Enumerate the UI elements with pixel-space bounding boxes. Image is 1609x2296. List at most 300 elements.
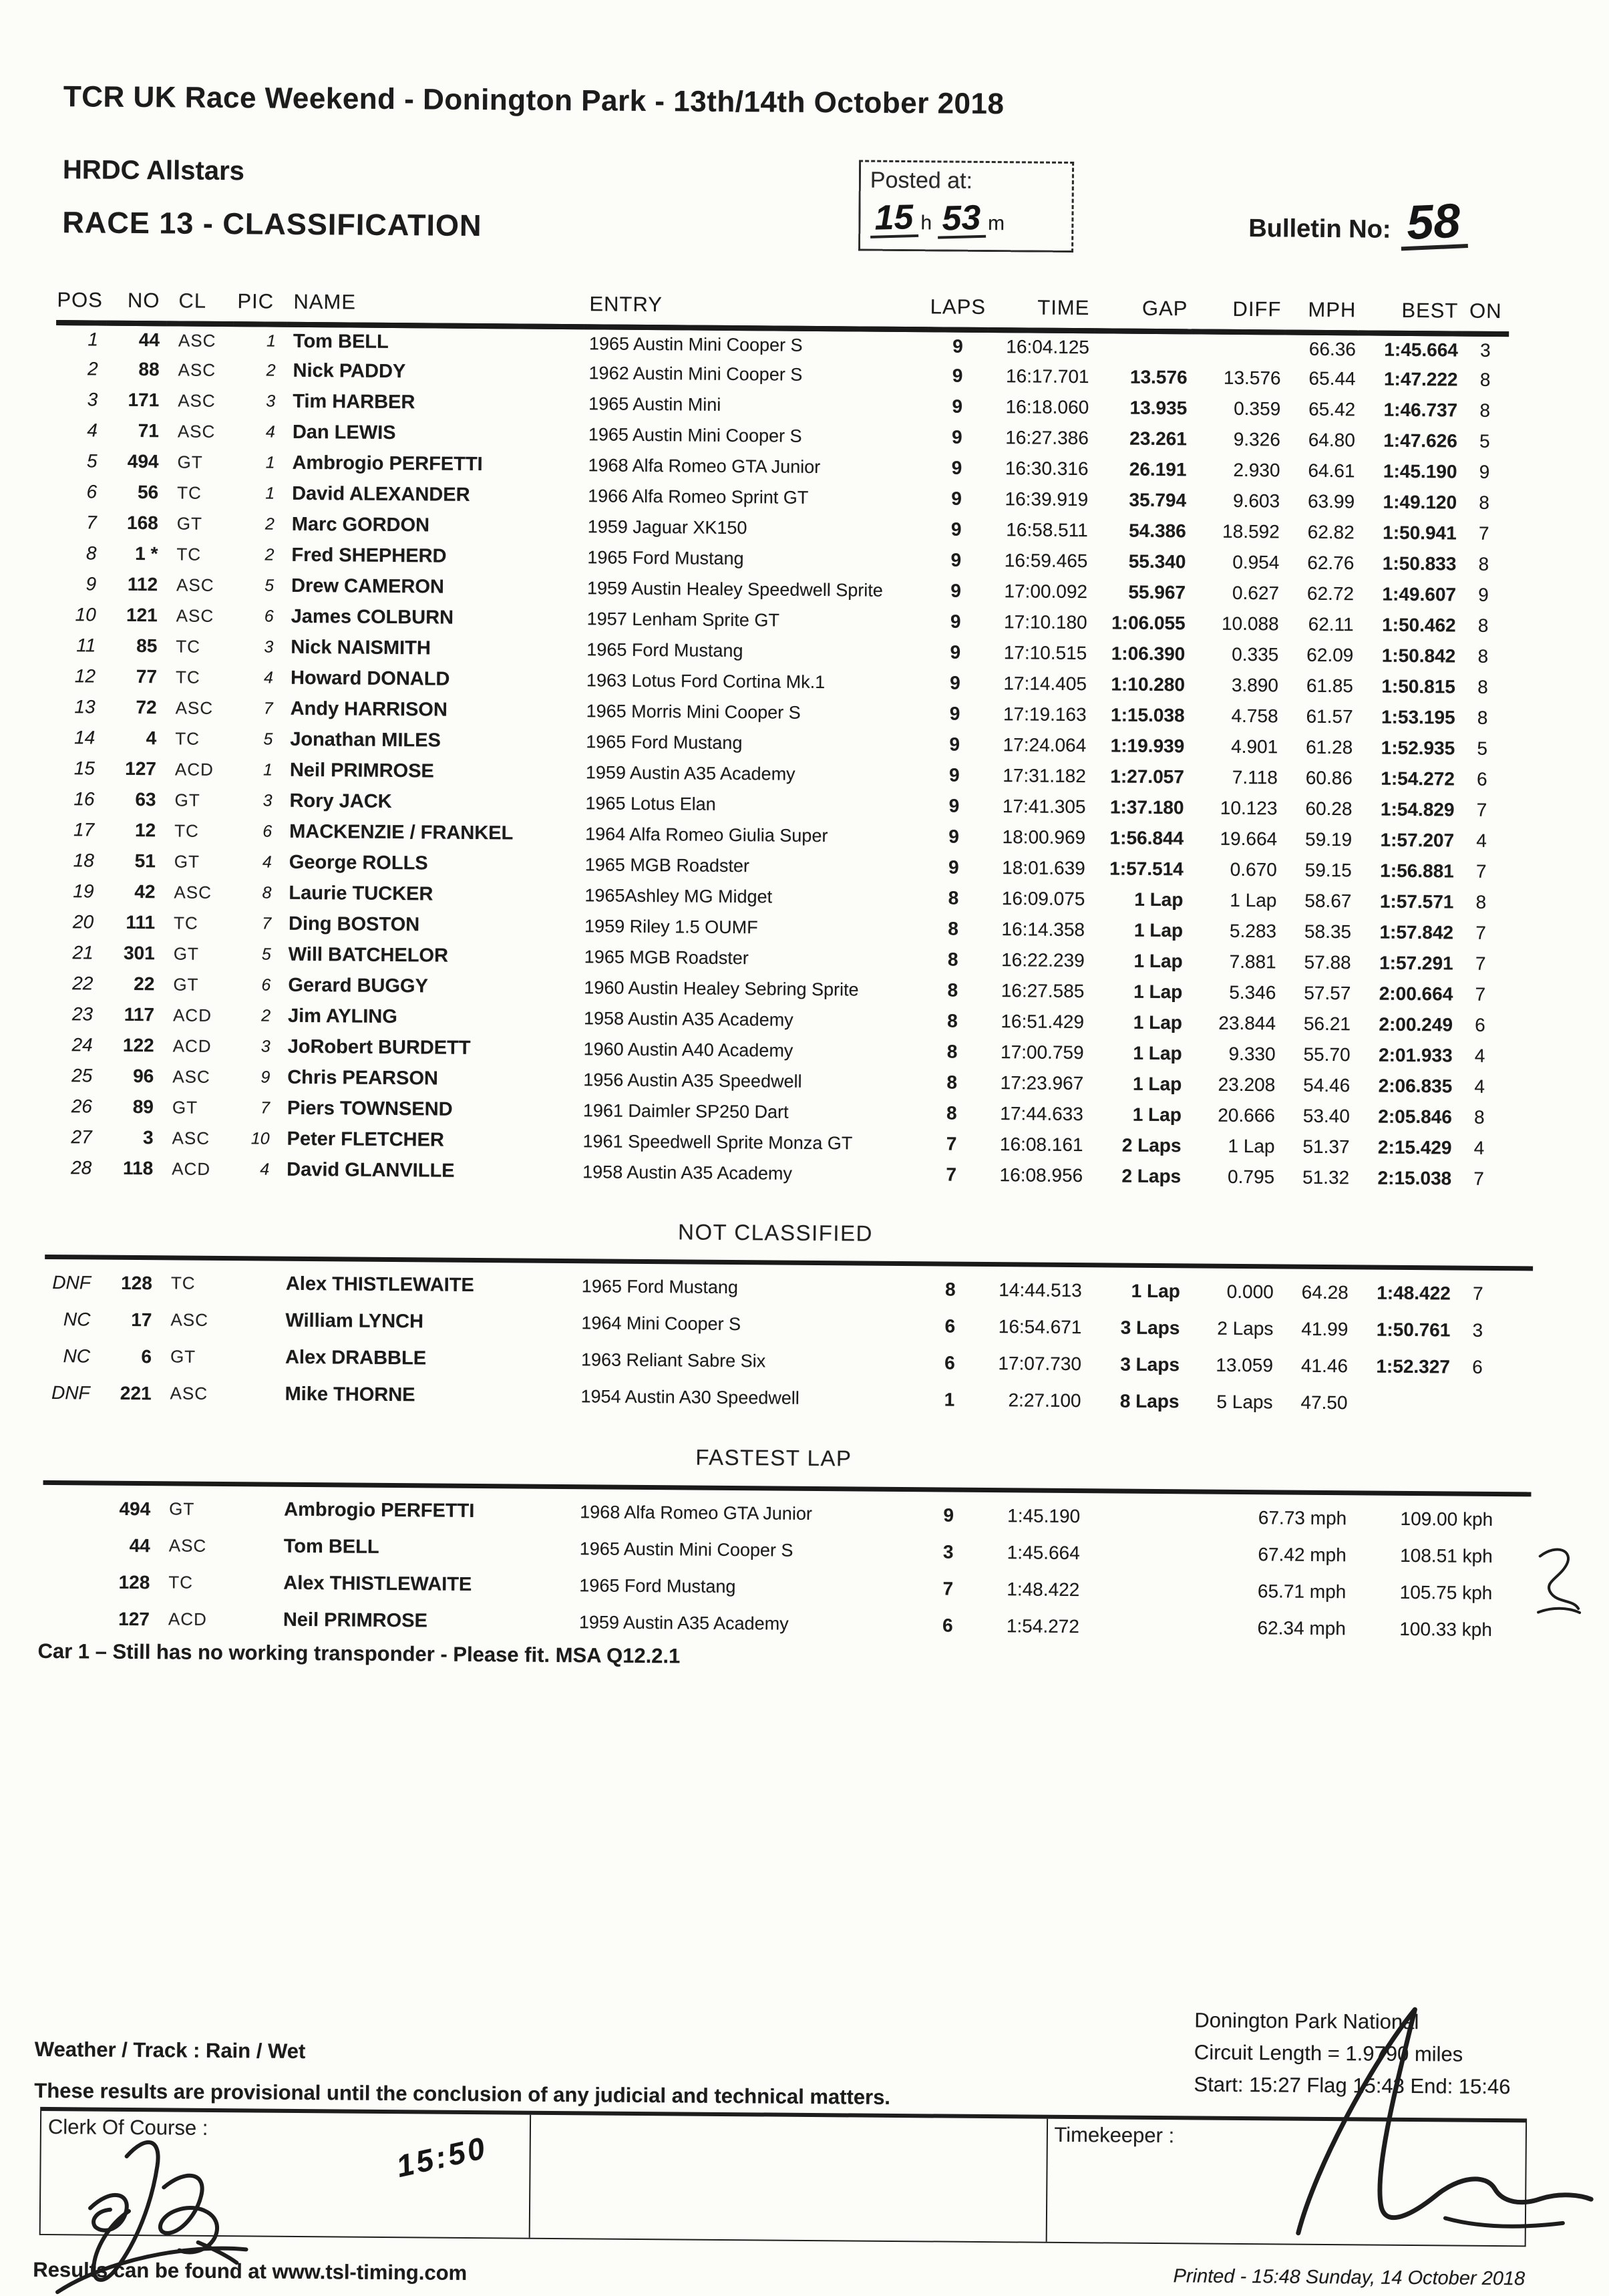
entry-cell: 1961 Daimler SP250 Dart xyxy=(582,1100,789,1122)
diff-cell: 23.208 xyxy=(1218,1074,1276,1096)
mph-cell: 51.32 xyxy=(1302,1166,1350,1188)
entry-cell: 1964 Alfa Romeo Giulia Super xyxy=(585,823,828,846)
on-cell: 7 xyxy=(1475,953,1486,974)
name-cell: David GLANVILLE xyxy=(287,1158,455,1182)
mph-cell: 59.15 xyxy=(1304,859,1352,881)
no-cell: 112 xyxy=(127,573,158,595)
diff-cell: 2 Laps xyxy=(1217,1317,1274,1339)
mph-cell: 54.46 xyxy=(1303,1074,1351,1096)
mph-cell: 66.36 xyxy=(1308,338,1357,360)
pic-cell xyxy=(223,1565,277,1602)
pic-cell: 6 xyxy=(261,975,271,995)
name-cell: Marc GORDON xyxy=(291,513,430,536)
gap-cell: 1 Lap xyxy=(1134,888,1184,911)
entry-cell: 1960 Austin Healey Sebring Sprite xyxy=(584,977,859,1000)
time-cell: 16:17.701 xyxy=(1005,365,1089,387)
time-cell: 16:59.465 xyxy=(1004,550,1088,572)
name-cell: Piers TOWNSEND xyxy=(287,1097,453,1120)
no-cell: 6 xyxy=(141,1345,152,1367)
gap-cell: 1:06.055 xyxy=(1111,612,1186,634)
entry-cell: 1965 MGB Roadster xyxy=(584,854,750,876)
diff-cell: 10.088 xyxy=(1221,613,1279,635)
entry-cell: 1964 Mini Cooper S xyxy=(581,1313,741,1335)
time-cell: 16:09.075 xyxy=(1001,888,1085,910)
pic-cell: 4 xyxy=(262,852,272,872)
best-cell: 1:57.571 xyxy=(1379,890,1454,913)
name-cell: Neil PRIMROSE xyxy=(289,759,434,782)
mph-cell: 67.42 mph xyxy=(1258,1543,1347,1565)
pos-cell: 7 xyxy=(86,512,97,533)
col-header-time: TIME xyxy=(988,295,1095,331)
pic-cell: 6 xyxy=(264,606,274,626)
on-cell: 4 xyxy=(1476,830,1487,851)
mph-cell: 62.72 xyxy=(1306,583,1355,605)
no-cell: 42 xyxy=(134,880,156,903)
col-header-cl: CL xyxy=(166,288,233,324)
circuit-name: Donington Park National xyxy=(1194,2008,1419,2034)
gap-cell: 1:27.057 xyxy=(1110,766,1185,788)
best-cell: 1:47.222 xyxy=(1383,368,1458,390)
gap-cell: 1 Lap xyxy=(1133,1042,1182,1064)
entry-cell: 1958 Austin A35 Academy xyxy=(582,1161,793,1184)
laps-cell: 8 xyxy=(947,949,958,970)
diff-cell: 5.346 xyxy=(1229,981,1276,1003)
laps-cell: 9 xyxy=(951,457,962,478)
on-cell: 6 xyxy=(1472,1356,1483,1377)
entry-cell: 1959 Austin A35 Academy xyxy=(578,1612,789,1634)
pos-cell: 8 xyxy=(85,542,97,564)
pic-cell xyxy=(225,1302,279,1339)
best-cell: 1:50.815 xyxy=(1381,675,1456,697)
no-cell: 22 xyxy=(134,973,155,995)
pic-cell: 5 xyxy=(261,944,271,964)
diff-cell: 9.326 xyxy=(1233,428,1280,450)
entry-cell: 1963 Lotus Ford Cortina Mk.1 xyxy=(586,669,826,692)
cl-cell: GT xyxy=(173,973,199,995)
cl-cell: GT xyxy=(176,512,203,534)
entry-cell: 1957 Lenham Sprite GT xyxy=(586,608,780,631)
entry-cell: 1965 Lotus Elan xyxy=(585,792,716,814)
fastest-lap-rows xyxy=(46,1490,1500,1648)
entry-cell: 1968 Alfa Romeo GTA Junior xyxy=(580,1502,813,1524)
mph-cell: 60.86 xyxy=(1305,767,1353,789)
printed-timestamp: Printed - 15:48 Sunday, 14 October 2018 xyxy=(1173,2265,1526,2290)
laps-cell: 8 xyxy=(946,1041,958,1062)
best-cell: 1:48.422 xyxy=(1377,1282,1451,1303)
pos-cell: 17 xyxy=(73,819,95,840)
name-cell: Laurie TUCKER xyxy=(289,882,433,905)
laps-cell: 6 xyxy=(944,1352,955,1373)
col-header-no: NO xyxy=(106,288,166,324)
gap-cell: 1 Lap xyxy=(1133,950,1183,972)
name-cell: Will BATCHELOR xyxy=(288,943,449,967)
best-cell: 1:57.842 xyxy=(1379,921,1454,943)
time-cell: 17:24.064 xyxy=(1003,734,1087,756)
on-cell: 7 xyxy=(1475,922,1486,943)
cl-cell: ACD xyxy=(172,1004,212,1025)
cl-cell: GT xyxy=(169,1498,195,1519)
pos-cell: 20 xyxy=(72,911,94,933)
time-cell: 16:39.919 xyxy=(1005,488,1089,510)
no-cell: 51 xyxy=(134,850,156,872)
mph-cell: 62.34 mph xyxy=(1257,1617,1347,1639)
gap-cell: 23.261 xyxy=(1129,428,1187,450)
name-cell: Ambrogio PERFETTI xyxy=(292,452,483,475)
pic-cell: 1 xyxy=(265,484,275,503)
name-cell: MACKENZIE / FRANKEL xyxy=(289,820,514,844)
gap-cell: 1:37.180 xyxy=(1109,796,1184,818)
gap-cell: 55.340 xyxy=(1128,550,1186,572)
laps-cell: 9 xyxy=(949,703,960,724)
handwritten-initials-mark xyxy=(1532,1537,1586,1618)
weather-track-line: Weather / Track : Rain / Wet xyxy=(34,2037,306,2064)
entry-cell: 1963 Reliant Sabre Six xyxy=(580,1349,766,1371)
cl-cell: ASC xyxy=(178,329,216,351)
on-cell: 8 xyxy=(1477,707,1488,728)
no-cell: 3 xyxy=(142,1127,154,1148)
pos-cell: 12 xyxy=(74,665,96,687)
col-header-on: ON xyxy=(1462,299,1509,335)
gap-cell: 1 Lap xyxy=(1132,1104,1182,1126)
mph-cell: 65.44 xyxy=(1308,367,1356,389)
no-cell: 111 xyxy=(126,911,156,933)
diff-cell: 18.592 xyxy=(1222,520,1280,542)
entry-cell: 1968 Alfa Romeo GTA Junior xyxy=(588,454,821,477)
gap-cell: 1:15.038 xyxy=(1110,704,1185,726)
on-cell: 8 xyxy=(1473,1106,1485,1128)
time-cell: 17:31.182 xyxy=(1003,765,1087,787)
cl-cell: ASC xyxy=(177,420,216,442)
time-cell: 16:27.386 xyxy=(1005,427,1089,449)
gap-cell: 13.935 xyxy=(1129,397,1188,419)
middle-signature-box xyxy=(530,2115,1048,2242)
time-cell: 16:08.956 xyxy=(999,1164,1083,1186)
fastest-lap-table xyxy=(46,1490,1500,1648)
name-cell: Mike THORNE xyxy=(285,1383,415,1406)
gap-cell: 1 Lap xyxy=(1133,1073,1182,1095)
diff-cell: 23.844 xyxy=(1218,1012,1276,1034)
no-cell: 168 xyxy=(126,512,158,534)
best-cell: 2:15.429 xyxy=(1377,1136,1452,1158)
no-cell: 127 xyxy=(125,758,157,780)
name-cell: Alex THISTLEWAITE xyxy=(283,1572,472,1595)
diff-cell: 4.901 xyxy=(1231,735,1278,758)
entry-cell: 1962 Austin Mini Cooper S xyxy=(588,362,803,385)
cl-cell: ASC xyxy=(178,359,216,380)
entry-cell: 1965 MGB Roadster xyxy=(584,946,749,968)
entry-cell: 1965 Ford Mustang xyxy=(587,546,744,568)
mph-cell: 41.46 xyxy=(1300,1355,1349,1376)
time-cell: 1:45.190 xyxy=(1007,1504,1081,1526)
gap-cell: 1:57.514 xyxy=(1109,858,1184,880)
no-cell: 63 xyxy=(135,788,156,810)
entry-cell: 1959 Riley 1.5 OUMF xyxy=(584,915,758,937)
diff-cell: 19.664 xyxy=(1220,828,1278,850)
results-url-line: Results can be found at www.tsl-timing.com xyxy=(33,2257,468,2285)
name-cell: Nick NAISMITH xyxy=(291,636,431,659)
pos-cell: 9 xyxy=(85,573,97,595)
laps-cell: 9 xyxy=(943,1504,954,1526)
diff-cell: 2.930 xyxy=(1233,459,1280,481)
no-cell: 89 xyxy=(132,1096,154,1118)
time-cell: 17:07.730 xyxy=(998,1352,1082,1374)
diff-cell: 0.670 xyxy=(1230,858,1277,880)
race-title: RACE 13 - CLASSIFICATION xyxy=(62,205,482,243)
diff-cell: 5.283 xyxy=(1229,920,1277,942)
kph-cell: 108.51 kph xyxy=(1400,1544,1493,1567)
best-cell: 1:54.829 xyxy=(1380,798,1455,820)
kph-cell: 105.75 kph xyxy=(1399,1581,1493,1603)
no-cell: 72 xyxy=(136,696,157,718)
timekeeper-signature xyxy=(1225,1995,1601,2251)
laps-cell: 9 xyxy=(948,856,959,878)
on-cell: 7 xyxy=(1473,1168,1485,1189)
pos-cell: 16 xyxy=(73,788,95,810)
time-cell: 16:51.429 xyxy=(1001,1011,1085,1033)
laps-cell: 9 xyxy=(950,518,962,540)
pos-cell: 24 xyxy=(71,1034,93,1055)
entry-cell: 1965Ashley MG Midget xyxy=(584,884,773,907)
mph-cell: 55.70 xyxy=(1303,1043,1351,1065)
mph-cell: 61.57 xyxy=(1306,705,1353,727)
no-cell: 77 xyxy=(136,665,158,687)
best-cell: 1:46.737 xyxy=(1383,399,1458,421)
diff-cell: 0.359 xyxy=(1234,397,1281,420)
mph-cell: 61.28 xyxy=(1306,736,1353,758)
col-header-entry: ENTRY xyxy=(584,291,928,329)
laps-cell: 8 xyxy=(946,1072,958,1093)
name-cell: Dan LEWIS xyxy=(292,421,396,444)
no-cell: 301 xyxy=(123,942,155,964)
no-cell: 71 xyxy=(138,420,160,442)
pos-cell: 27 xyxy=(71,1126,92,1148)
pos-cell: 28 xyxy=(70,1157,92,1178)
time-cell: 17:14.405 xyxy=(1003,673,1087,695)
pic-cell xyxy=(223,1601,277,1639)
pos-cell: NC xyxy=(63,1345,91,1366)
best-cell: 2:01.933 xyxy=(1378,1044,1453,1066)
laps-cell: 8 xyxy=(948,918,958,939)
pic-cell: 7 xyxy=(262,913,272,933)
no-cell: 12 xyxy=(134,819,156,841)
no-cell: 127 xyxy=(118,1608,150,1629)
best-cell: 1:57.291 xyxy=(1379,952,1453,974)
cl-cell: ASC xyxy=(176,605,214,626)
col-header-best: BEST xyxy=(1359,297,1462,333)
diff-cell: 0.335 xyxy=(1232,643,1279,665)
time-cell: 17:00.759 xyxy=(1000,1041,1084,1063)
on-cell: 5 xyxy=(1479,430,1490,452)
best-cell: 1:45.664 xyxy=(1384,339,1459,361)
best-cell: 1:47.626 xyxy=(1383,430,1457,452)
entry-cell: 1965 Ford Mustang xyxy=(579,1575,736,1597)
mph-cell: 56.21 xyxy=(1303,1013,1351,1035)
no-cell: 44 xyxy=(129,1534,150,1556)
time-cell: 16:22.239 xyxy=(1001,949,1085,971)
name-cell: JoRobert BURDETT xyxy=(287,1035,471,1059)
mph-cell: 41.99 xyxy=(1301,1318,1349,1339)
cl-cell: ASC xyxy=(168,1535,207,1556)
name-cell: David ALEXANDER xyxy=(292,482,470,506)
no-cell: 118 xyxy=(122,1157,154,1179)
on-cell: 8 xyxy=(1479,492,1490,513)
posted-hour-handwritten: 15 xyxy=(870,200,918,238)
series-title: HRDC Allstars xyxy=(62,155,245,186)
bulletin-number-block xyxy=(1248,194,1467,250)
clerk-handwritten-time: 15:50 xyxy=(393,2130,491,2184)
name-cell: Rory JACK xyxy=(289,790,392,812)
pos-cell: 4 xyxy=(87,420,98,441)
laps-cell: 9 xyxy=(950,641,961,663)
laps-cell: 9 xyxy=(951,426,962,448)
entry-cell: 1965 Ford Mustang xyxy=(586,731,743,753)
mph-cell: 57.57 xyxy=(1304,982,1351,1004)
diff-cell: 0.627 xyxy=(1232,582,1280,604)
pic-cell: 2 xyxy=(264,514,275,534)
best-cell: 1:52.327 xyxy=(1376,1355,1451,1377)
cl-cell: GT xyxy=(174,789,200,810)
on-cell: 7 xyxy=(1475,860,1487,882)
name-cell: Chris PEARSON xyxy=(287,1066,439,1090)
diff-cell: 1 Lap xyxy=(1230,889,1277,911)
name-cell: Peter FLETCHER xyxy=(287,1128,444,1151)
name-cell: Ding BOSTON xyxy=(288,913,420,935)
best-cell: 1:56.881 xyxy=(1380,860,1454,882)
pos-cell: 14 xyxy=(74,727,96,748)
pos-cell: 6 xyxy=(86,481,98,502)
cl-cell: GT xyxy=(173,943,199,964)
laps-cell: 9 xyxy=(951,488,962,509)
time-cell: 16:30.316 xyxy=(1005,458,1089,480)
best-cell: 1:45.190 xyxy=(1383,460,1457,482)
diff-cell: 13.059 xyxy=(1216,1354,1274,1375)
time-cell: 18:00.969 xyxy=(1002,826,1086,848)
gap-cell: 1 Lap xyxy=(1133,1011,1183,1033)
time-cell: 16:58.511 xyxy=(1006,519,1088,541)
best-cell: 2:05.846 xyxy=(1378,1106,1453,1128)
time-cell: 16:14.358 xyxy=(1001,919,1085,941)
time-cell: 18:01.639 xyxy=(1002,857,1085,879)
diff-cell: 0.000 xyxy=(1226,1281,1274,1302)
not-classified-rows xyxy=(47,1264,1501,1422)
pos-cell: 11 xyxy=(76,635,96,656)
pic-cell: 3 xyxy=(262,790,273,810)
cl-cell: ACD xyxy=(172,1035,212,1056)
diff-cell: 1 Lap xyxy=(1228,1135,1275,1157)
posted-minute-unit: m xyxy=(987,212,1005,235)
mph-cell: 67.73 mph xyxy=(1258,1506,1347,1528)
best-cell: 2:06.835 xyxy=(1378,1075,1453,1097)
pos-cell: 5 xyxy=(86,450,98,472)
entry-cell: 1959 Austin A35 Academy xyxy=(585,762,795,784)
pos-cell: NC xyxy=(63,1308,91,1329)
posted-at-label: Posted at: xyxy=(870,167,973,194)
pos-cell: 10 xyxy=(75,604,96,625)
cl-cell: ACD xyxy=(172,1158,211,1179)
pic-cell xyxy=(226,1265,279,1303)
pic-cell: 3 xyxy=(260,1036,271,1056)
laps-cell: 9 xyxy=(948,795,960,816)
laps-cell: 9 xyxy=(950,611,961,632)
no-cell: 128 xyxy=(118,1571,150,1593)
name-cell: Andy HARRISON xyxy=(290,697,448,721)
best-cell: 2:00.664 xyxy=(1379,983,1453,1005)
diff-cell: 9.330 xyxy=(1228,1043,1276,1065)
time-cell: 1:54.272 xyxy=(1006,1615,1080,1637)
laps-cell: 8 xyxy=(947,979,958,1001)
mph-cell: 62.82 xyxy=(1307,521,1355,543)
pos-cell: 25 xyxy=(71,1065,93,1086)
mph-cell: 65.71 mph xyxy=(1257,1580,1347,1602)
gap-cell: 1 Lap xyxy=(1133,981,1183,1003)
pic-cell: 1 xyxy=(266,331,277,351)
mph-cell: 57.88 xyxy=(1304,951,1351,973)
col-header-diff: DIFF xyxy=(1192,296,1285,332)
pos-cell: 15 xyxy=(73,758,96,779)
time-cell: 14:44.513 xyxy=(999,1279,1082,1301)
laps-cell: 7 xyxy=(946,1133,957,1154)
best-cell: 1:57.207 xyxy=(1380,829,1455,851)
mph-cell: 58.67 xyxy=(1304,890,1352,912)
mph-cell: 64.80 xyxy=(1308,429,1355,451)
entry-cell: 1954 Austin A30 Speedwell xyxy=(580,1386,799,1408)
on-cell: 9 xyxy=(1478,584,1489,605)
on-cell: 4 xyxy=(1474,1076,1485,1097)
no-cell: 4 xyxy=(146,727,157,749)
pic-cell xyxy=(224,1528,277,1565)
name-cell: Jonathan MILES xyxy=(290,728,441,752)
time-cell: 17:41.305 xyxy=(1002,796,1086,818)
gap-cell: 26.191 xyxy=(1129,458,1187,480)
cl-cell: TC xyxy=(174,912,198,933)
pos-cell: 26 xyxy=(71,1096,93,1117)
pos-cell: 1 xyxy=(87,329,99,350)
mph-cell: 64.61 xyxy=(1308,460,1355,482)
pos-cell: 3 xyxy=(87,389,98,410)
no-cell: 17 xyxy=(131,1309,152,1330)
on-cell: 8 xyxy=(1479,399,1491,421)
cl-cell: TC xyxy=(177,482,202,503)
fastest-lap-heading: FASTEST LAP xyxy=(695,1444,852,1471)
time-cell: 17:19.163 xyxy=(1003,703,1087,725)
pic-cell: 2 xyxy=(261,1005,271,1025)
pic-cell xyxy=(224,1491,277,1528)
pic-cell: 9 xyxy=(260,1067,271,1087)
entry-cell: 1965 Austin Mini xyxy=(588,393,721,415)
name-cell: Gerard BUGGY xyxy=(288,974,429,997)
laps-cell: 8 xyxy=(947,1010,958,1031)
pos-cell: 21 xyxy=(72,942,94,963)
cl-cell: ASC xyxy=(176,574,214,595)
cl-cell: GT xyxy=(177,451,203,472)
pic-cell: 2 xyxy=(266,361,276,380)
cl-cell: ACD xyxy=(174,758,214,780)
on-cell: 3 xyxy=(1472,1319,1483,1341)
mph-cell: 62.76 xyxy=(1307,552,1355,574)
on-cell: 4 xyxy=(1474,1045,1485,1066)
no-cell: 494 xyxy=(127,450,159,472)
pic-cell: 7 xyxy=(263,698,273,718)
mph-cell: 64.28 xyxy=(1301,1281,1349,1303)
mph-cell: 63.99 xyxy=(1307,490,1355,512)
cl-cell: GT xyxy=(170,1346,196,1367)
name-cell: Tom BELL xyxy=(293,330,389,353)
name-cell: George ROLLS xyxy=(289,851,428,874)
diff-cell: 7.118 xyxy=(1232,766,1278,788)
on-cell: 8 xyxy=(1477,615,1489,636)
gap-cell: 3 Laps xyxy=(1120,1353,1180,1375)
name-cell: Alex THISTLEWAITE xyxy=(285,1273,474,1296)
